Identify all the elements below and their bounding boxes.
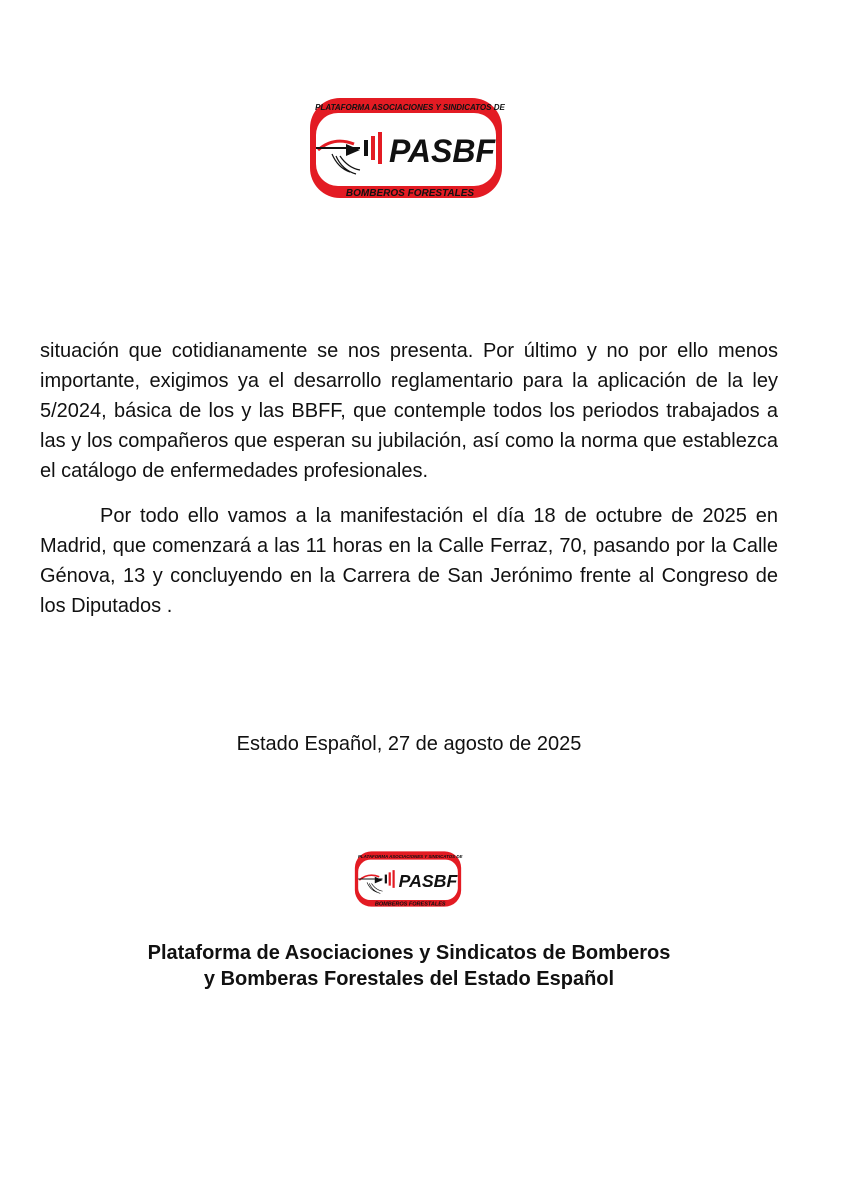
svg-text:BOMBEROS FORESTALES: BOMBEROS FORESTALES	[374, 901, 446, 908]
date-line: Estado Español, 27 de agosto de 2025	[236, 733, 582, 755]
pasbf-logo-top	[306, 92, 506, 204]
signature-line-2: y Bomberas Forestales del Estado Español	[203, 968, 615, 990]
svg-text:PASBF: PASBF	[398, 870, 458, 891]
svg-text:PLATAFORMA ASOCIACIONES Y SIND: PLATAFORMA ASOCIACIONES Y SINDICATOS DE	[315, 103, 505, 112]
signature-block	[0, 940, 818, 992]
body-paragraph-2: Por todo ello vamos a la manifestación el día 18 de octubre de 2025 en Madrid, que comenzará a las 11 horas en la Calle Ferraz, 70, pasando por la Calle Génova, 13 y concluyendo en la Carrera de San Jerónimo frente al Congreso de los Diputados .	[40, 505, 778, 617]
svg-text:BOMBEROS FORESTALES: BOMBEROS FORESTALES	[345, 188, 475, 199]
svg-text:PLATAFORMA ASOCIACIONES Y SIND: PLATAFORMA ASOCIACIONES Y SINDICATOS DE	[357, 853, 463, 859]
body-paragraph-1: situación que cotidianamente se nos presenta. Por último y no por ello menos importante, exigimos ya el desarrollo reglamentario para la aplicación de la ley 5/2024, básica de los y las BBFF, que contemple todos los periodos trabajados a las y los compañeros que esperan su jubilación, así como la norma que establezca el catálogo de enfermedades profesionales.	[40, 340, 778, 482]
signature-line-1: Plataforma de Asociaciones y Sindicatos de Bomberos	[147, 942, 671, 964]
pasbf-logo-bottom	[352, 848, 464, 910]
svg-text:PASBF: PASBF	[388, 133, 496, 169]
